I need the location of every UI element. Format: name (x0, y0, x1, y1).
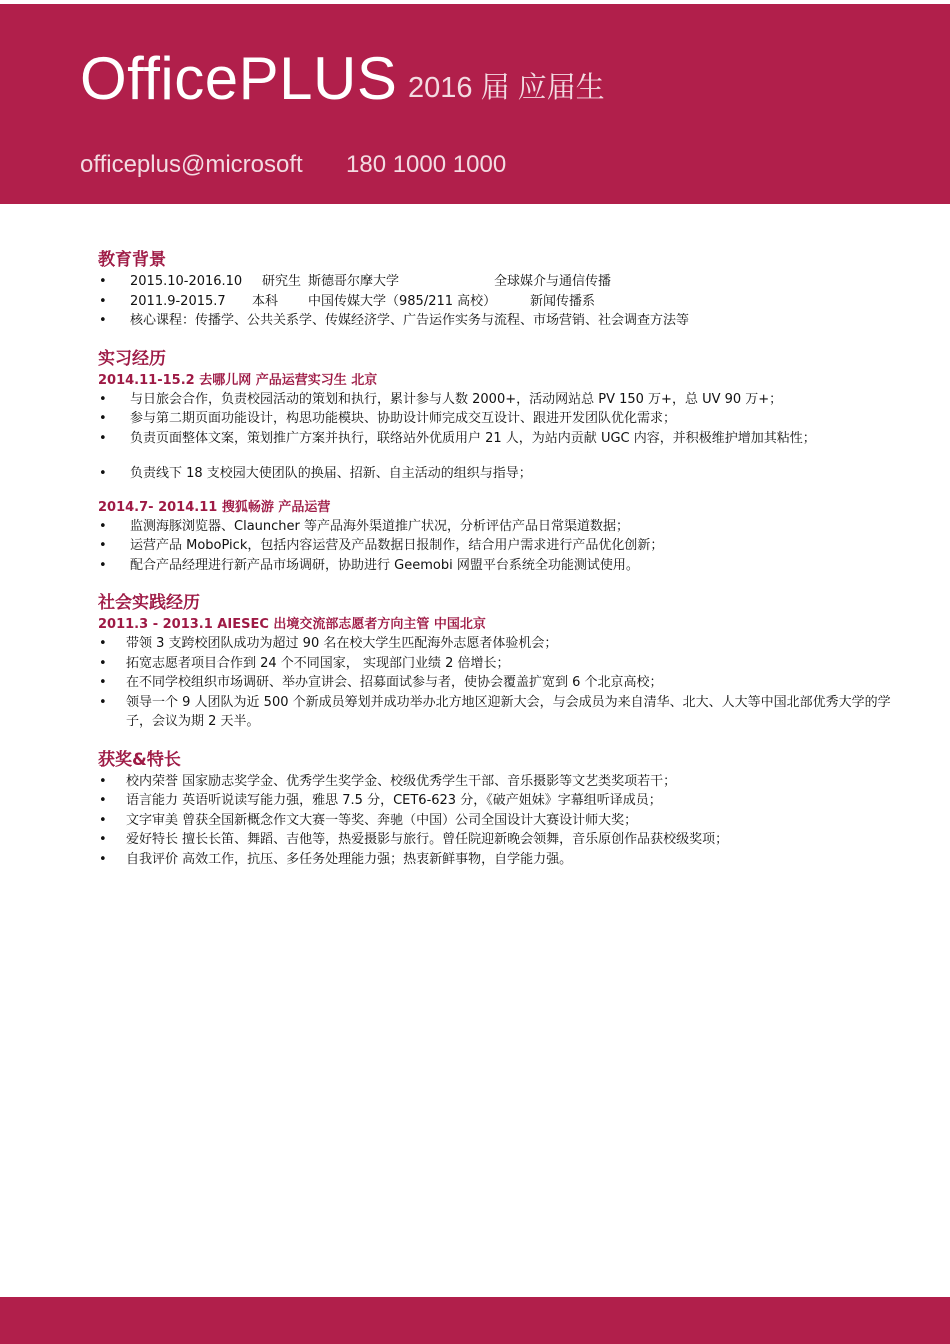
list-item: • 校内荣誉 国家励志奖学金、优秀学生奖学金、校级优秀学生干部、音乐摄影等文艺类奖项若干； (98, 772, 898, 792)
list-item: • 文字审美 曾获全国新概念作文大赛一等奖、奔驰（中国）公司全国设计大赛设计师大奖； (98, 811, 898, 831)
education-list (98, 272, 898, 331)
edu-school: 斯德哥尔摩大学 (308, 274, 400, 289)
education-entry (98, 292, 898, 312)
list-item: • 爱好特长 擅长长笛、舞蹈、吉他等，热爱摄影与旅行。曾任院迎新晚会领舞，音乐原创作品获校级奖项； (98, 830, 898, 850)
list-item: • 与日旅会合作，负责校园活动的策划和执行，累计参与人数 2000+，活动网站总 PV 150 万+，总 UV 90 万+； (98, 390, 898, 410)
edu-school: 中国传媒大学（985/211 高校） (308, 293, 497, 309)
list-item: • 拓宽志愿者项目合作到 24 个不同国家， 实现部门业绩 2 倍增长； (98, 654, 898, 674)
header-banner (0, 4, 950, 204)
job-duty-list (98, 517, 898, 576)
graduation-year: 2016 届 应届生 (408, 72, 605, 104)
list-item: • 领导一个 9 人团队为近 500 个新成员筹划并成功举办北方地区迎新大会，与会成员为来自清华、北大、人大等中国北部优秀大学的学子，会议为期 2 天半。 (98, 693, 898, 732)
list-item: • 负责线下 18 支校园大使团队的换届、招新、自主活动的组织与指导； (98, 464, 898, 484)
awards-section (98, 748, 898, 870)
list-item: • 带领 3 支跨校团队成功为超过 90 名在校大学生匹配海外志愿者体验机会； (98, 634, 898, 654)
list-item: • 运营产品 MoboPick，包括内容运营及产品数据日报制作，结合用户需求进行产品优化创新； (98, 536, 898, 556)
candidate-name: OfficePLUS (80, 45, 398, 112)
awards-list (98, 772, 898, 870)
list-item: • 监测海豚浏览器、Clauncher 等产品海外渠道推广状况，分析评估产品日常渠道数据； (98, 517, 898, 537)
section-title-education: 教育背景 (98, 250, 166, 270)
list-item: • 配合产品经理进行新产品市场调研，协助进行 Geemobi 网盟平台系统全功能测试使用。 (98, 556, 898, 576)
edu-degree: 本科 (252, 293, 279, 309)
list-item: • 语言能力 英语听说读写能力强，雅思 7.5 分，CET6-623 分，《破产姐妹》字幕组听译成员； (98, 791, 898, 811)
section-title-awards: 获奖&特长 (98, 749, 181, 770)
edu-period: 2011.9-2015.7 (130, 293, 226, 309)
social-list (98, 634, 898, 732)
list-item: • 参与第二期页面功能设计，构思功能模块、协助设计师完成交互设计、跟进开发团队优化需求； (98, 409, 898, 429)
social-heading: 2011.3 - 2013.1 AIESEC 出境交流部志愿者方向主管 中国北京 (98, 617, 486, 632)
list-item: • 负责页面整体文案，策划推广方案并执行，联络站外优质用户 21 人，为站内贡献 UGC 内容，并积极维护增加其粘性； (98, 429, 898, 449)
contact-email[interactable]: officeplus@microsoft (80, 151, 303, 178)
section-title-internship: 实习经历 (98, 348, 166, 369)
edu-major: 新闻传播系 (530, 293, 596, 309)
contact-phone[interactable]: 180 1000 1000 (346, 151, 507, 178)
education-section (98, 248, 898, 331)
edu-major: 全球媒介与通信传播 (494, 274, 612, 289)
job-heading: 2014.11-15.2 去哪儿网 产品运营实习生 北京 (98, 372, 378, 388)
job-duty-list (98, 390, 898, 484)
internship-section (98, 347, 898, 576)
job-heading: 2014.7- 2014.11 搜狐畅游 产品运营 (98, 499, 331, 515)
edu-degree: 研究生 (262, 274, 302, 289)
list-item: • 自我评价 高效工作，抗压、多任务处理能力强；热衷新鲜事物，自学能力强。 (98, 850, 898, 870)
edu-period: 2015.10-2016.10 (130, 274, 243, 289)
list-item: • 在不同学校组织市场调研、举办宣讲会、招募面试参与者，使协会覆盖扩宽到 6 个北京高校； (98, 673, 898, 693)
education-courses: • 核心课程：传播学、公共关系学、传媒经济学、广告运作实务与流程、市场营销、社会调查方法等 (98, 311, 898, 331)
section-title-social: 社会实践经历 (98, 593, 200, 613)
education-entry (98, 272, 898, 292)
footer-banner (0, 1297, 950, 1344)
social-section (98, 591, 898, 732)
resume-body (98, 248, 898, 885)
